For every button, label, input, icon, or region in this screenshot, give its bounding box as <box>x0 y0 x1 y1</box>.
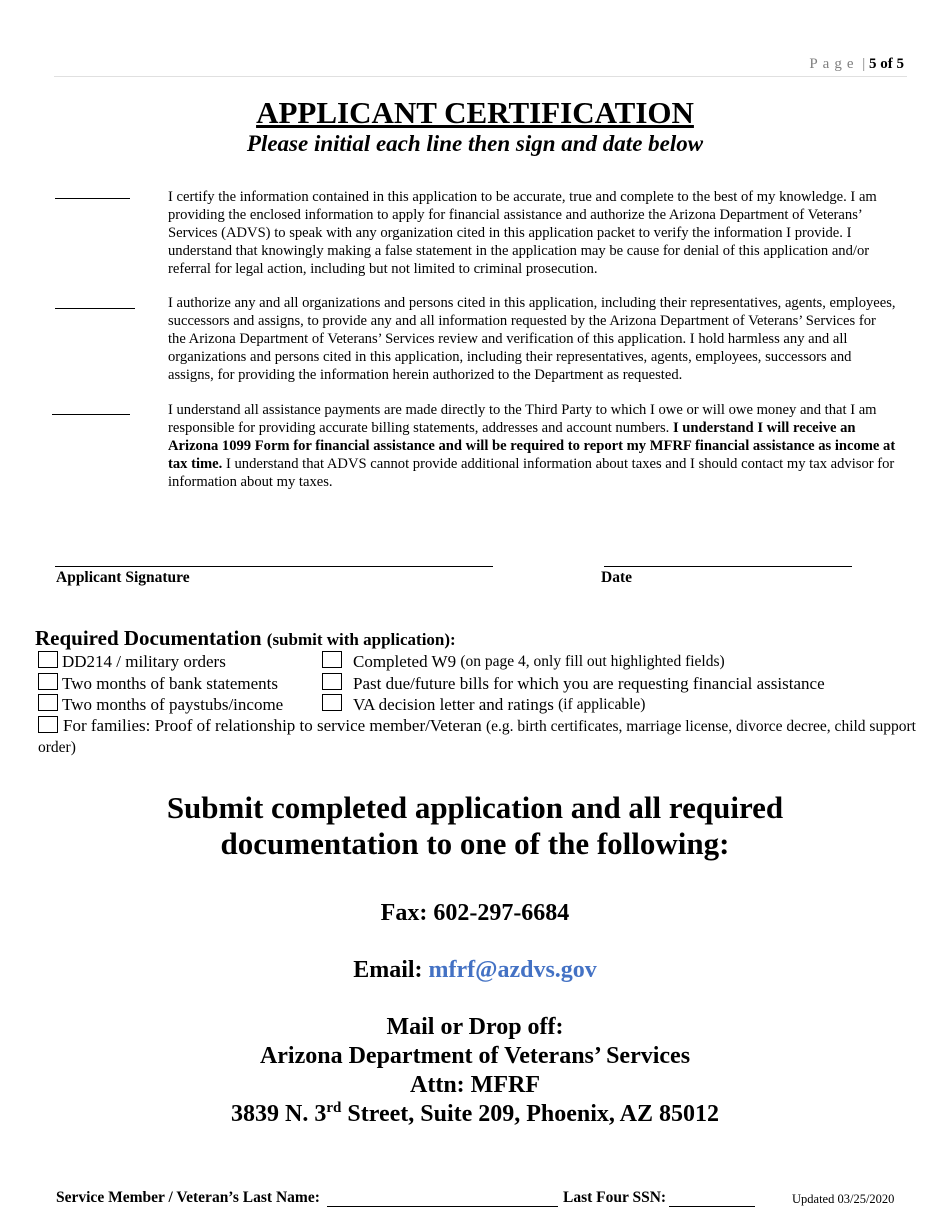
header-divider <box>54 76 907 77</box>
last-name-label: Service Member / Veteran’s Last Name: <box>56 1189 320 1206</box>
organization-name: Arizona Department of Veterans’ Services <box>259 1043 691 1069</box>
certification-3-text-a: I understand all assistance payments are made directly to the Third Party to which I owe or will owe money and that I am responsible for providing accurate billing statements, addresses and account numbers. <box>168 402 877 436</box>
email-link[interactable]: mfrf@azdvs.gov <box>428 957 597 983</box>
submit-heading-line-1: Submit completed application and all required <box>166 790 784 825</box>
families-label: For families: Proof of relationship to service member/Veteran <box>63 716 482 735</box>
checklist-item-families[interactable] <box>38 716 918 758</box>
va-decision-note: (if applicable) <box>558 696 646 713</box>
page-number-label <box>809 56 904 73</box>
date-field[interactable] <box>604 566 852 567</box>
checklist-item-paystubs[interactable] <box>38 694 283 715</box>
bills-label: Past due/future bills for which you are requesting financial assistance <box>353 674 825 693</box>
certification-3-text-b: I understand that ADVS cannot provide additional information about taxes and I should contact my tax advisor for information about my taxes. <box>168 456 895 490</box>
last-four-ssn-field[interactable] <box>669 1206 755 1207</box>
page-number: 5 of 5 <box>869 56 904 72</box>
mail-label: Mail or Drop off: <box>386 1014 564 1040</box>
bills-checkbox[interactable] <box>322 673 342 690</box>
bank-statements-checkbox[interactable] <box>38 673 58 690</box>
initial-field-2[interactable] <box>55 308 135 309</box>
paystubs-checkbox[interactable] <box>38 694 58 711</box>
certification-paragraph-3 <box>168 401 896 491</box>
submit-heading-line-2: documentation to one of the following: <box>220 826 730 861</box>
checklist-item-bank-statements[interactable] <box>38 673 278 694</box>
checklist-item-dd214[interactable] <box>38 651 226 672</box>
applicant-signature-field[interactable] <box>55 566 493 567</box>
va-decision-checkbox[interactable] <box>322 694 342 711</box>
checklist-item-w9[interactable] <box>322 651 725 672</box>
applicant-signature-label: Applicant Signature <box>56 569 190 586</box>
last-four-ssn-label: Last Four SSN: <box>563 1189 667 1206</box>
w9-note: (on page 4, only fill out highlighted fields) <box>460 653 725 670</box>
required-documentation-heading <box>35 626 456 651</box>
checklist-item-va-decision[interactable] <box>322 694 645 715</box>
mailing-address <box>0 1100 950 1129</box>
required-documentation-subtitle: (submit with application): <box>266 630 456 649</box>
last-name-field[interactable] <box>327 1206 558 1207</box>
dd214-checkbox[interactable] <box>38 651 58 668</box>
initial-field-1[interactable] <box>55 198 130 199</box>
email-line <box>0 956 950 985</box>
families-checkbox[interactable] <box>38 716 58 733</box>
page-subtitle: Please initial each line then sign and date below <box>246 131 704 156</box>
families-note: (e.g. birth certificates, marriage license, divorce decree, child support order) <box>38 718 916 756</box>
fax-number: Fax: 602-297-6684 <box>380 900 570 926</box>
attention-line: Attn: MFRF <box>410 1072 540 1098</box>
page-word: Page <box>809 56 859 72</box>
certification-paragraph-1: I certify the information contained in this application to be accurate, true and complete to the best of my knowledge. I am providing the enclosed information to apply for financial assistance and authorize the Arizona Department of Veterans’ Services (ADVS) to speak with any organization cited in this application packet to verify the information I provide. I understand that knowingly making a false statement in the application may be cause for denial of this application and/or referral for legal action, including but not limited to criminal prosecution. <box>168 189 877 277</box>
email-label: Email: <box>353 957 423 983</box>
date-label: Date <box>601 569 632 586</box>
address-number: 3839 N. 3 <box>231 1101 327 1127</box>
page-separator: | <box>862 56 866 72</box>
w9-label: Completed W9 <box>353 652 457 671</box>
initial-field-3[interactable] <box>52 414 130 415</box>
bank-statements-label: Two months of bank statements <box>62 674 279 693</box>
paystubs-label: Two months of paystubs/income <box>62 695 284 714</box>
address-rest: Street, Suite 209, Phoenix, AZ 85012 <box>341 1101 719 1127</box>
certification-paragraph-2: I authorize any and all organizations and persons cited in this application, including their representatives, agents, employees, successors and assigns, to provide any and all information requested by the Arizona Department of Veterans’ Services for the Arizona Department of Veterans’ Services review and verification of this application. I hold harmless any and all organizations and persons cited in this application, including their representatives, agents, employees, successors and assigns, for providing the information herein authorized to the Department as requested. <box>168 295 896 383</box>
checklist-item-bills[interactable] <box>322 673 825 694</box>
required-documentation-title: Required Documentation <box>35 626 262 650</box>
submit-heading <box>0 790 950 862</box>
dd214-label: DD214 / military orders <box>62 652 226 671</box>
updated-date: Updated 03/25/2020 <box>792 1192 895 1206</box>
va-decision-label: VA decision letter and ratings <box>353 695 554 714</box>
page-title: APPLICANT CERTIFICATION <box>256 95 694 130</box>
certification-3-bold-text: I understand I will receive an Arizona 1099 Form for financial assistance and will be required to report my MFRF financial assistance as income at tax time. <box>168 420 896 472</box>
address-ordinal: rd <box>326 1100 342 1116</box>
w9-checkbox[interactable] <box>322 651 342 668</box>
